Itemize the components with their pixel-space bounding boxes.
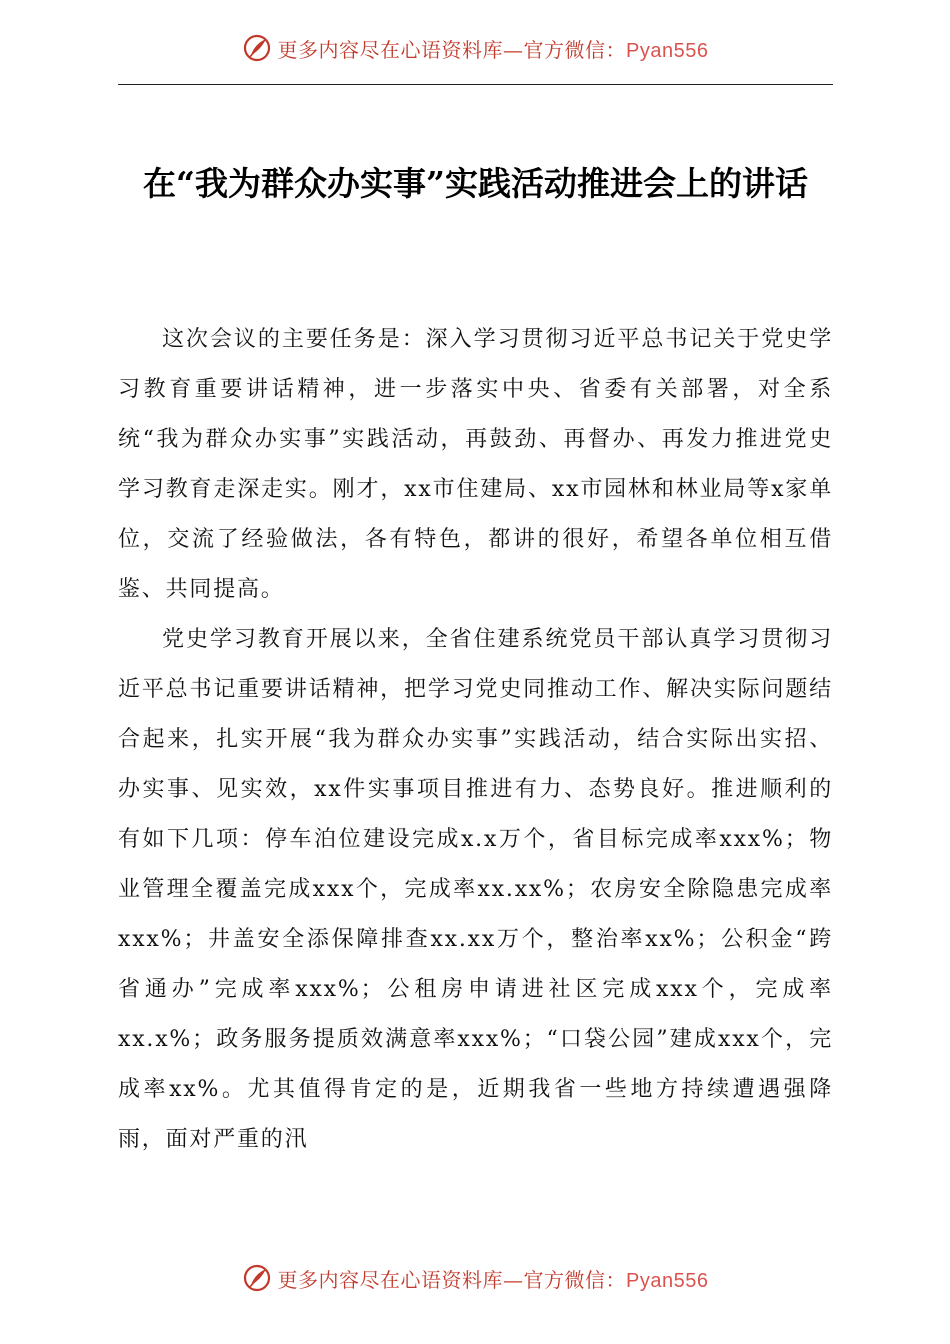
header-banner xyxy=(0,28,950,68)
wechat-id: Pyan556 xyxy=(626,1269,709,1292)
document-title: 在“我为群众办实事”实践活动推进会上的讲话 xyxy=(143,164,808,203)
feather-circle-logo xyxy=(242,1263,272,1293)
feather-circle-logo xyxy=(242,33,272,63)
paragraph-2: 党史学习教育开展以来，全省住建系统党员干部认真学习贯彻习近平总书记重要讲话精神，把学习党史同推动工作、解决实际问题结合起来，扎实开展“我为群众办实事”实践活动，结合实际出实招、办实事、见实效，xx件实事项目推进有力、态势良好。推进顺利的有如下几项：停车泊位建设完成x.x万个，省目标完成率xxx%；物业管理全覆盖完成xxx个，完成率xx.xx%；农房安全除隐患完成率xxx%；井盖安全添保障排查xx.xx万个，整治率xx%；公积金“跨省通办”完成率xxx%；公租房申请进社区完成xxx个，完成率xx.x%；政务服务提质效满意率xxx%；“口袋公园”建成xxx个，完成率xx%。尤其值得肯定的是，近期我省一些地方持续遭遇强降雨，面对严重的汛 xyxy=(118,627,833,1152)
banner-slogan: 更多内容尽在心语资料库—官方微信： xyxy=(277,37,627,62)
document-body xyxy=(118,315,833,1165)
paragraph-1: 这次会议的主要任务是：深入学习贯彻习近平总书记关于党史学习教育重要讲话精神，进一步落实中央、省委有关部署，对全系统“我为群众办实事”实践活动，再鼓劲、再督办、再发力推进党史学习教育走深走实。刚才，xx市住建局、xx市园林和林业局等x家单位，交流了经验做法，各有特色，都讲的很好，希望各单位相互借鉴、共同提高。 xyxy=(118,327,833,602)
wechat-id: Pyan556 xyxy=(626,39,709,62)
banner-text xyxy=(278,1264,709,1293)
header-divider xyxy=(118,84,833,85)
footer-banner xyxy=(0,1258,950,1298)
banner-slogan: 更多内容尽在心语资料库—官方微信： xyxy=(277,1267,627,1292)
banner-text xyxy=(278,34,709,63)
